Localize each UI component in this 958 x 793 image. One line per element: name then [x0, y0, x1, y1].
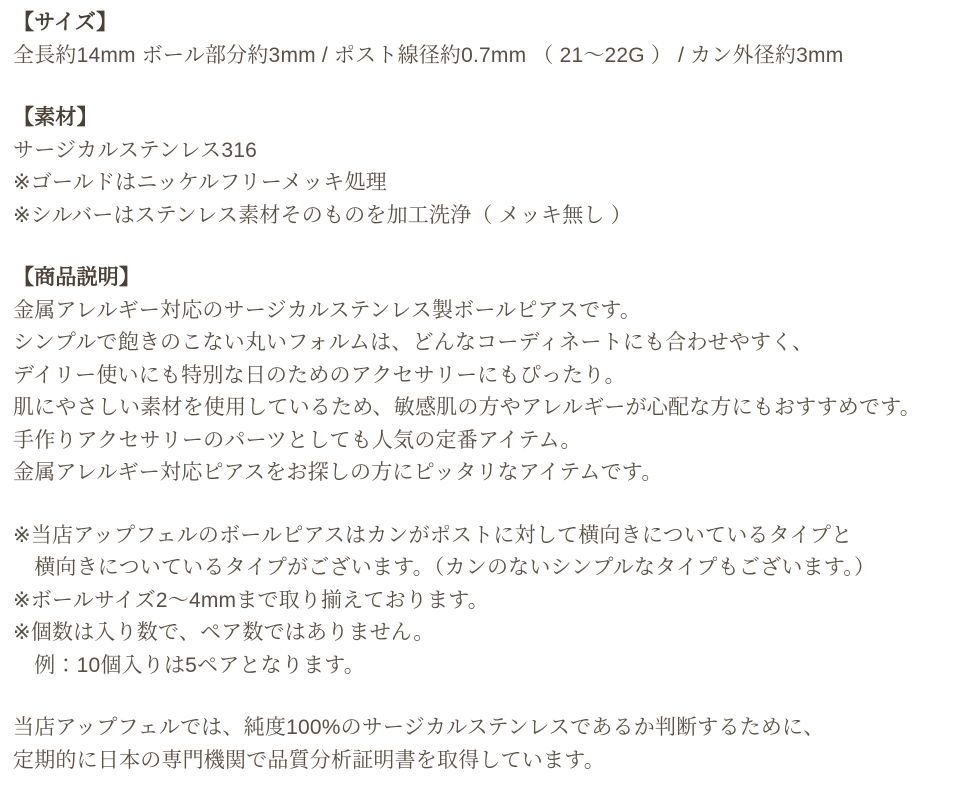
text-line: サージカルステンレス316: [13, 138, 257, 162]
text-line: デイリー使いにも特別な日のためのアクセサリーにもぴったり。: [13, 363, 626, 387]
text-line: 金属アレルギー対応のサージカルステンレス製ボールピアスです。: [13, 298, 642, 322]
text-line: ※ボールサイズ2～4mmまで取り揃えております。: [13, 588, 489, 612]
section-size: [13, 7, 948, 72]
text-line: 横向きについているタイプがございます。（カンのないシンプルなタイプもございます。）: [13, 556, 876, 579]
text-line: 肌にやさしい素材を使用しているため、敏感肌の方やアレルギーが心配な方にもおすすめです。: [13, 396, 921, 419]
text-line: ※個数は入り数で、ペア数ではありません。: [13, 621, 435, 644]
text-line: シンプルで飽きのこない丸いフォルムは、どんなコーディネートにも合わせやすく、: [13, 331, 814, 354]
section-notes: [13, 520, 948, 683]
text-line: ※ゴールドはニッケルフリーメッキ処理: [13, 171, 387, 194]
section-material-heading: 【素材】: [13, 106, 98, 129]
text-line: 当店アップフェルでは、純度100%のサージカルステンレスであるか判断するために、: [13, 716, 825, 739]
text-line: 例：10個入りは5ペアとなります。: [13, 653, 365, 677]
section-description-heading: 【商品説明】: [13, 266, 141, 289]
section-material: [13, 102, 948, 232]
text-line: ※当店アップフェルのボールピアスはカンがポストに対して横向きについているタイプと: [13, 523, 853, 547]
section-quality-statement: [13, 712, 948, 777]
text-line: 手作りアクセサリーのパーツとしても人気の定番アイテム。: [13, 428, 582, 452]
section-size-heading: 【サイズ】: [13, 11, 118, 34]
text-line: 全長約14mm ボール部分約3mm / ポスト線径約0.7mm （ 21～22G ） / カン外径約3mm: [13, 43, 844, 67]
text-line: 定期的に日本の専門機関で品質分析証明書を取得しています。: [13, 748, 605, 772]
section-description: [13, 262, 948, 490]
text-line: ※シルバーはステンレス素材そのものを加工洗浄（ メッキ無し ）: [13, 203, 632, 227]
text-line: 金属アレルギー対応ピアスをお探しの方にピッタリなアイテムです。: [13, 461, 663, 484]
